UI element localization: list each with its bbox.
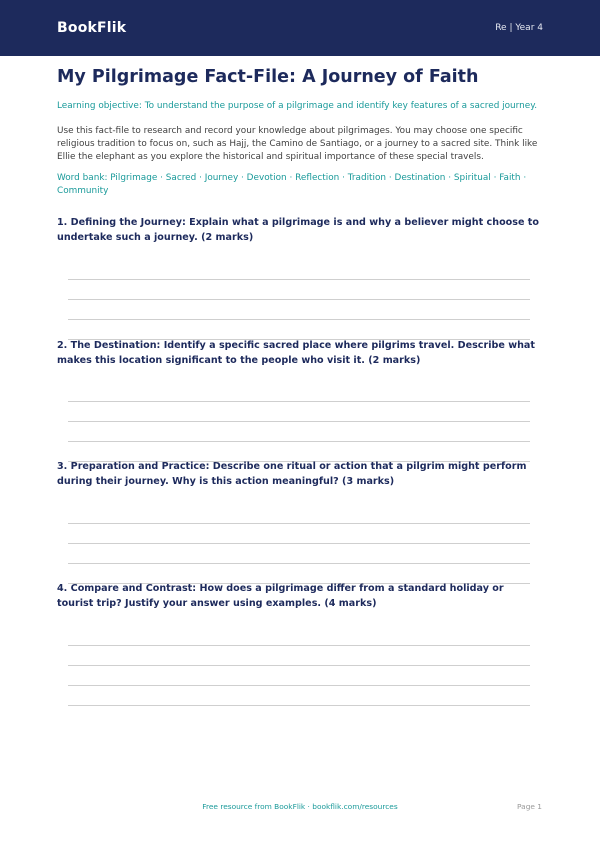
- answer-line[interactable]: [68, 563, 530, 564]
- answer-line[interactable]: [68, 665, 530, 666]
- page-number: Page 1: [517, 802, 542, 811]
- answer-line[interactable]: [68, 279, 530, 280]
- answer-line[interactable]: [68, 441, 530, 442]
- answer-line[interactable]: [68, 523, 530, 524]
- word-bank: Word bank: Pilgrimage · Sacred · Journey · Devotion · Reflection · Tradition · Destination · Spiritual · Faith · Community: [57, 173, 527, 196]
- footer-link[interactable]: Free resource from BookFlik · bookflik.com/resources: [202, 802, 398, 811]
- question-2: 2. The Destination: Identify a specific sacred place where pilgrims travel. Describe what makes this location significant to the people who visit it. (2 marks): [57, 340, 535, 366]
- brand-logo[interactable]: BookFlik: [57, 20, 127, 36]
- subject-year-label: Re | Year 4: [495, 23, 543, 33]
- answer-line[interactable]: [68, 705, 530, 706]
- answer-line[interactable]: [68, 645, 530, 646]
- learning-objective: Learning objective: To understand the purpose of a pilgrimage and identify key features of a sacred journey.: [57, 101, 538, 111]
- answer-line[interactable]: [68, 401, 530, 402]
- page-title: My Pilgrimage Fact-File: A Journey of Faith: [57, 67, 479, 87]
- question-1: 1. Defining the Journey: Explain what a pilgrimage is and why a believer might choose to undertake such a journey. (2 marks): [57, 217, 539, 243]
- answer-line[interactable]: [68, 421, 530, 422]
- header-bar: [0, 0, 600, 56]
- intro-paragraph: Use this fact-file to research and record your knowledge about pilgrimages. You may choose one specific religious tradition to focus on, such as Hajj, the Camino de Santiago, or a journey to a sacred site. Think like Ellie the elephant as you explore the historical and spiritual importance of these special travels.: [57, 126, 538, 162]
- question-3: 3. Preparation and Practice: Describe one ritual or action that a pilgrim might perform during their journey. Why is this action meaningful? (3 marks): [57, 461, 527, 487]
- answer-line[interactable]: [68, 319, 530, 320]
- answer-line[interactable]: [68, 543, 530, 544]
- answer-line[interactable]: [68, 299, 530, 300]
- answer-line[interactable]: [68, 685, 530, 686]
- question-4: 4. Compare and Contrast: How does a pilgrimage differ from a standard holiday or tourist trip? Justify your answer using examples. (4 marks): [57, 583, 504, 609]
